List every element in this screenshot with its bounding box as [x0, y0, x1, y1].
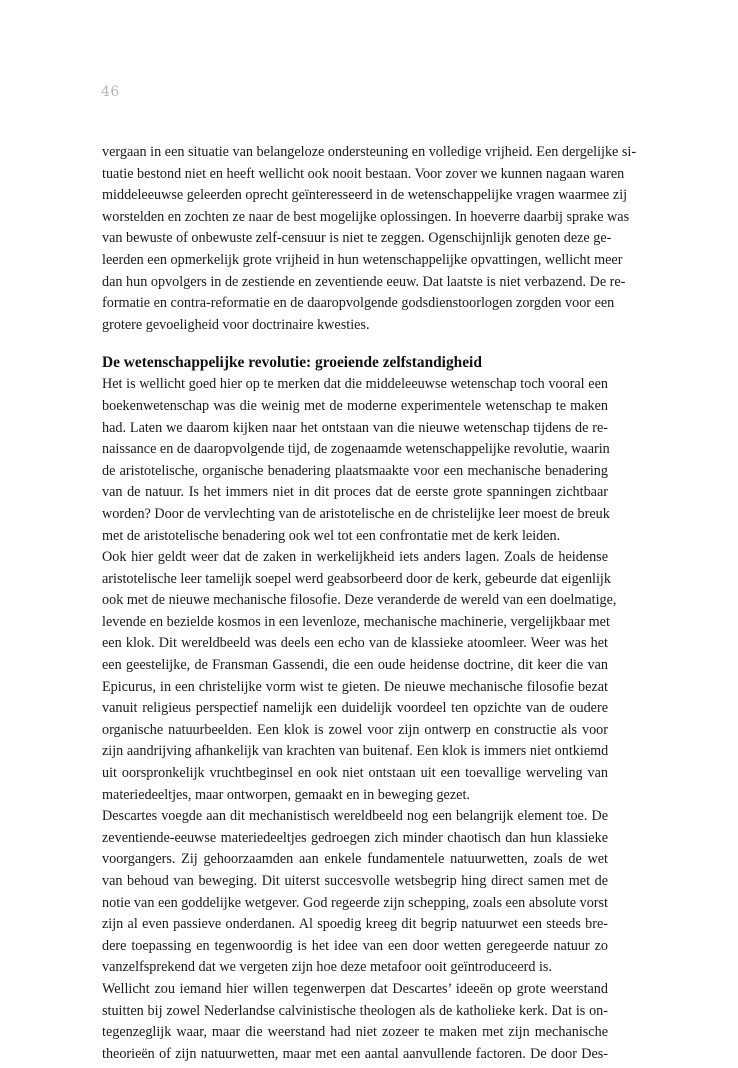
- text-line: Ook hier geldt weer dat de zaken in werkelijkheid iets anders lagen. Zoals de heidense: [102, 549, 608, 566]
- section-heading: De wetenschappelijke revolutie: groeiende zelfstandigheid: [102, 354, 482, 372]
- text-line: grotere gevoeligheid voor doctrinaire kwesties.: [102, 316, 370, 333]
- text-line: tegenzeglijk waar, maar die weerstand had niet zozeer te maken met zijn mechanische: [102, 1024, 608, 1041]
- text-line: een klok. Dit wereldbeeld was deels een echo van de klassieke atoomleer. Weer was het: [102, 635, 608, 652]
- text-line: boekenwetenschap was die weinig met de moderne experimentele wetenschap te maken: [102, 397, 608, 414]
- intro-paragraph: [102, 142, 637, 336]
- text-line: stuitten bij zowel Nederlandse calvinistische theologen als de katholieke kerk. Dat is on-: [102, 1002, 608, 1019]
- text-line: uit oorspronkelijk vruchtbeginsel en ook niet ontstaan uit een toevallige werveling van: [102, 765, 608, 782]
- text-line: Epicurus, in een christelijke vorm wist te gieten. De nieuwe mechanische filosofie bezat: [102, 678, 608, 695]
- text-line: notie van een goddelijke wetgever. God regeerde zijn schepping, zoals een absolute vorst: [102, 894, 608, 911]
- text-line: Descartes voegde aan dit mechanistisch wereldbeeld nog een belangrijk element toe. De: [102, 808, 608, 825]
- text-line: Wellicht zou iemand hier willen tegenwerpen dat Descartes’ ideeën op grote weerstand: [102, 980, 608, 997]
- text-line: met de aristotelische benadering ook wel tot een confrontatie met de kerk leiden.: [102, 527, 561, 544]
- text-line: de aristotelische, organische benadering plaatsmaakte voor een mechanische benadering: [102, 462, 608, 479]
- text-line: vergaan in een situatie van belangeloze ondersteuning en volledige vrijheid. Een dergelijke si-: [102, 144, 637, 160]
- text-line: theorieën of zijn natuurwetten, maar met een aantal aanvullende factoren. De door Des-: [102, 1045, 608, 1062]
- body-text: [102, 142, 637, 1065]
- text-line: dan hun opvolgers in de zestiende en zeventiende eeuw. Dat laatste is niet verbazend. De re-: [102, 273, 626, 290]
- text-line: middeleeuwse geleerden oprecht geïnteresseerd in de wetenschappelijke vragen waarmee zij: [102, 187, 628, 204]
- text-line: zeventiende-eeuwse materiedeeltjes gedroegen zich minder chaotisch dan hun klassieke: [102, 829, 608, 846]
- text-line: vanzelfsprekend dat we vergeten zijn hoe deze metafoor ooit geïntroduceerd is.: [102, 959, 553, 976]
- text-line: had. Laten we daarom kijken naar het ontstaan van die nieuwe wetenschap tijdens de re-: [102, 419, 608, 436]
- text-line: tuatie bestond niet en heeft wellicht ook nooit bestaan. Voor zover we kunnen nagaan waren: [102, 165, 625, 182]
- text-line: worstelden en zochten ze naar de best mogelijke oplossingen. In hoeverre daarbij sprake was: [102, 208, 630, 225]
- text-line: zijn aandrijving afhankelijk van krachten van buitenaf. Een klok is immers niet ontkiemd: [102, 743, 609, 760]
- text-line: van behoud van beweging. Dit uiterst succesvolle wetsbegrip hing direct samen met de: [102, 873, 608, 889]
- text-line: van de natuur. Is het immers niet in dit proces dat de eerste grote spanningen zichtbaar: [102, 484, 608, 501]
- text-line: van bewuste of onbewuste zelf-censuur is niet te zeggen. Ogenschijnlijk genoten deze ge-: [102, 230, 612, 247]
- text-line: een geestelijke, de Fransman Gassendi, die een oude heidense doctrine, dit keer die van: [102, 657, 608, 674]
- text-line: levende en bezielde kosmos in een levenloze, mechanische machinerie, vergelijkbaar met: [102, 613, 610, 630]
- text-line: worden? Door de vervlechting van de aristotelische en de christelijke leer moest de breuk: [102, 505, 610, 522]
- text-line: naissance en de daaropvolgende tijd, de zogenaamde wetenschappelijke revolutie, waarin: [102, 441, 610, 458]
- text-line: formatie en contra-reformatie en de daaropvolgende godsdienstoorlogen zorgden voor een: [102, 295, 615, 312]
- text-line: vanuit religieus perspectief namelijk een duidelijk voordeel ten opzichte van de oudere: [102, 700, 608, 717]
- text-line: materiedeeltjes, maar ontworpen, gemaakt en in beweging gezet.: [102, 786, 470, 803]
- text-line: voorgangers. Zij gehoorzaamden aan enkele fundamentele natuurwetten, zoals de wet: [102, 851, 608, 868]
- page-number: 46: [101, 84, 120, 100]
- section-paragraphs: [102, 374, 617, 1065]
- text-line: Het is wellicht goed hier op te merken dat die middeleeuwse wetenschap toch vooral een: [102, 376, 608, 393]
- text-line: ook met de nieuwe mechanische filosofie. Deze veranderde de wereld van een doelmatige,: [102, 592, 617, 609]
- text-line: organische natuurbeelden. Een klok is zowel voor zijn ontwerp en constructie als voor: [102, 721, 608, 738]
- text-line: zijn al even passieve onderdanen. Al spoedig kreeg dit begrip natuurwet een steeds bre-: [102, 916, 608, 933]
- text-line: aristotelische leer tamelijk soepel werd geabsorbeerd door de kerk, gebeurde dat eigenlijk: [102, 570, 611, 587]
- text-line: leerden een opmerkelijk grote vrijheid in hun wetenschappelijke opvattingen, wellicht meer: [102, 251, 623, 268]
- text-line: dere toepassing en tegenwoordig is het idee van een door wetten geregeerde natuur zo: [102, 937, 608, 954]
